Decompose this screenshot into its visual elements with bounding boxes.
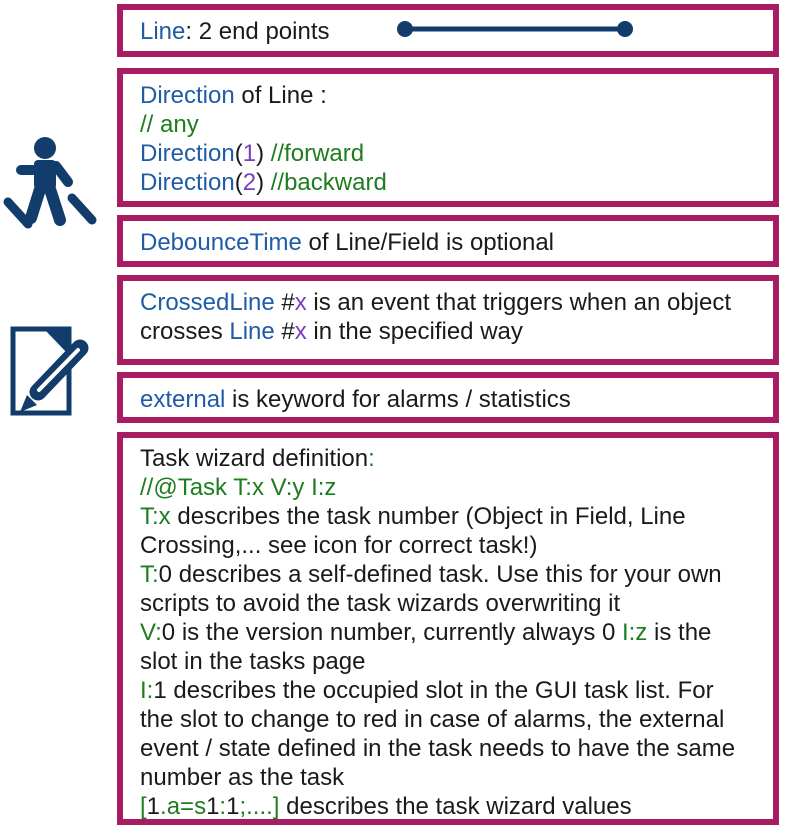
direction-text: Direction of Line : // any Direction(1) //forward Direction(2) //backward: [140, 82, 387, 196]
external-keyword-text: external is keyword for alarms / statistics: [140, 386, 571, 413]
line-crossing-person-icon: [2, 134, 102, 232]
external-keyword-box: [117, 372, 779, 423]
two-endpoint-line-graphic: [395, 19, 635, 39]
crossed-line-box: [117, 275, 779, 365]
debounce-time-box: [117, 215, 779, 267]
line-definition-box: [117, 4, 779, 57]
document-edit-icon: [8, 320, 108, 422]
debounce-time-text: DebounceTime of Line/Field is optional: [140, 229, 555, 256]
crossed-line-text: CrossedLine #x is an event that triggers when an object crosses Line #x in the specified way: [140, 289, 732, 345]
task-wizard-box: [117, 432, 779, 825]
task-wizard-text: Task wizard definition: //@Task T:x V:y I:z T:x describes the task number (Object in Field, Line Crossing,... see icon for correct task!) T:0 describes a self-defined task. Use this for your own scripts to avoid the task wizards overwriting it V:0 is the version number, currently always 0 I:z is the slot in the tasks page I:1 describes the occupied slot in the GUI task list. For the slot to change to red in case of alarms, the external event / state defined in the task needs to have the same number as the task [1.a=s1:1;....] describes the task wizard values: [140, 445, 736, 820]
line-definition-text: Line: 2 end points: [140, 18, 330, 45]
direction-box: [117, 68, 779, 207]
